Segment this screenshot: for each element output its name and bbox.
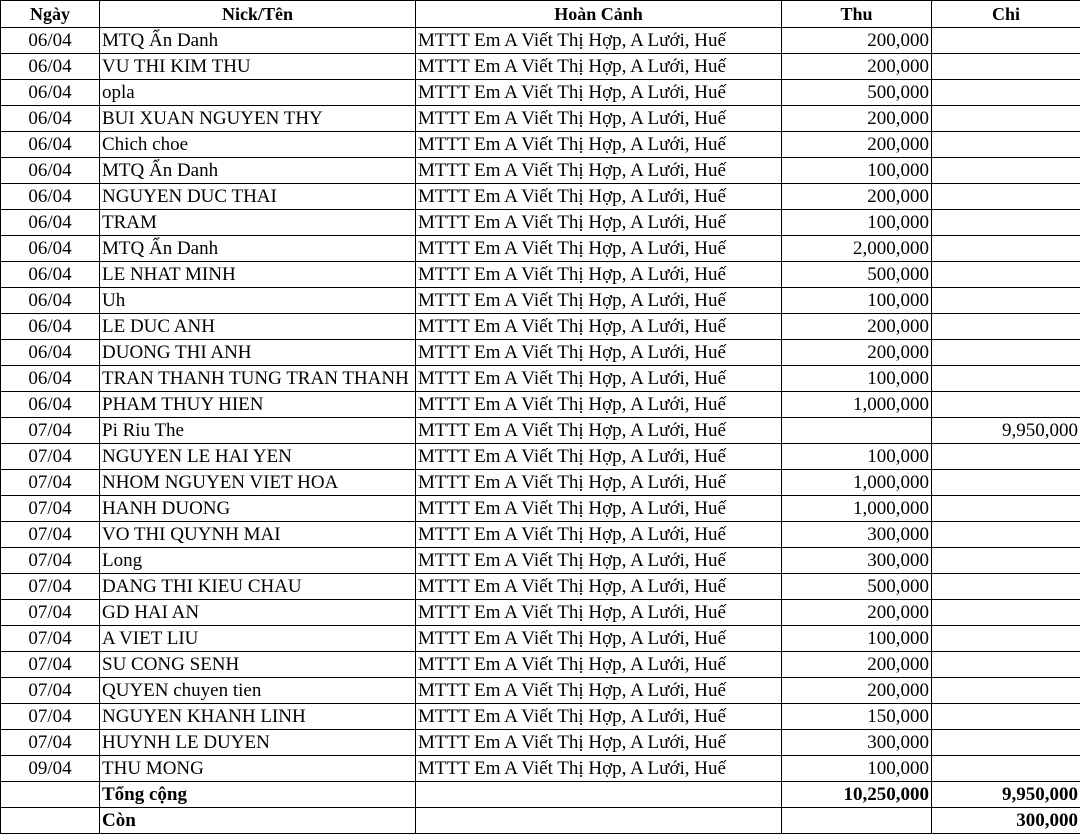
table-row [1,392,1080,418]
cell-name: DANG THI KIEU CHAU [100,574,416,600]
cell-case: MTTT Em A Viết Thị Hợp, A Lưới, Huế [416,80,782,106]
table-row [1,496,1080,522]
cell-name: Long [100,548,416,574]
cell-chi [932,340,1080,366]
cell-case: MTTT Em A Viết Thị Hợp, A Lưới, Huế [416,236,782,262]
cell-chi [932,106,1080,132]
cell-case: MTTT Em A Viết Thị Hợp, A Lưới, Huế [416,262,782,288]
cell-case: MTTT Em A Viết Thị Hợp, A Lưới, Huế [416,54,782,80]
cell-date: 07/04 [1,444,100,470]
header-chi: Chi [932,1,1080,28]
cell-chi [932,652,1080,678]
cell-date: 06/04 [1,106,100,132]
cell-thu: 300,000 [782,730,932,756]
cell-thu: 200,000 [782,340,932,366]
cell-case: MTTT Em A Viết Thị Hợp, A Lưới, Huế [416,288,782,314]
header-name: Nick/Tên [100,1,416,28]
cell-case: MTTT Em A Viết Thị Hợp, A Lưới, Huế [416,210,782,236]
cell-case: MTTT Em A Viết Thị Hợp, A Lưới, Huế [416,678,782,704]
table-row [1,626,1080,652]
cell-name: NGUYEN LE HAI YEN [100,444,416,470]
cell-case: MTTT Em A Viết Thị Hợp, A Lưới, Huế [416,704,782,730]
table-row [1,236,1080,262]
cell-date: 07/04 [1,730,100,756]
cell-chi [932,626,1080,652]
table-row [1,106,1080,132]
cell-name: THU MONG [100,756,416,782]
cell-chi [932,600,1080,626]
table-row [1,80,1080,106]
table-row [1,184,1080,210]
cell-thu: 200,000 [782,314,932,340]
table-row [1,522,1080,548]
cell-chi [932,236,1080,262]
table-row [1,652,1080,678]
cell-date: 06/04 [1,314,100,340]
cell-name: MTQ Ẩn Danh [100,158,416,184]
cell-name: LE DUC ANH [100,314,416,340]
cell-chi [932,184,1080,210]
cell-thu: 200,000 [782,106,932,132]
cell-thu: 500,000 [782,80,932,106]
table-row [1,340,1080,366]
cell-case: MTTT Em A Viết Thị Hợp, A Lưới, Huế [416,626,782,652]
cell-thu: 200,000 [782,652,932,678]
table-row [1,314,1080,340]
cell-date: 07/04 [1,470,100,496]
table-row [1,470,1080,496]
cell-chi [932,366,1080,392]
cell-chi [932,28,1080,54]
cell-thu: 200,000 [782,132,932,158]
remain-case-cell [416,808,782,834]
cell-name: NGUYEN KHANH LINH [100,704,416,730]
cell-name: DUONG THI ANH [100,340,416,366]
cell-case: MTTT Em A Viết Thị Hợp, A Lưới, Huế [416,340,782,366]
cell-date: 06/04 [1,288,100,314]
cell-chi: 9,950,000 [932,418,1080,444]
cell-case: MTTT Em A Viết Thị Hợp, A Lưới, Huế [416,314,782,340]
cell-thu: 500,000 [782,262,932,288]
cell-date: 07/04 [1,678,100,704]
table-row [1,704,1080,730]
table-row [1,262,1080,288]
cell-date: 09/04 [1,756,100,782]
remain-chi: 300,000 [932,808,1080,834]
cell-name: LE NHAT MINH [100,262,416,288]
table-row [1,678,1080,704]
cell-thu: 1,000,000 [782,496,932,522]
cell-thu [782,418,932,444]
cell-case: MTTT Em A Viết Thị Hợp, A Lưới, Huế [416,158,782,184]
table-row [1,574,1080,600]
cell-case: MTTT Em A Viết Thị Hợp, A Lưới, Huế [416,392,782,418]
cell-date: 06/04 [1,340,100,366]
header-row [1,1,1080,28]
cell-thu: 200,000 [782,28,932,54]
cell-date: 07/04 [1,704,100,730]
cell-chi [932,470,1080,496]
total-label: Tổng cộng [100,782,416,808]
cell-case: MTTT Em A Viết Thị Hợp, A Lưới, Huế [416,756,782,782]
cell-chi [932,80,1080,106]
cell-thu: 200,000 [782,54,932,80]
cell-date: 07/04 [1,496,100,522]
table-row [1,54,1080,80]
cell-chi [932,704,1080,730]
total-date-cell [1,782,100,808]
cell-thu: 2,000,000 [782,236,932,262]
cell-chi [932,756,1080,782]
cell-name: MTQ Ẩn Danh [100,236,416,262]
cell-date: 06/04 [1,80,100,106]
cell-name: A VIET LIU [100,626,416,652]
cell-name: VO THI QUYNH MAI [100,522,416,548]
cell-case: MTTT Em A Viết Thị Hợp, A Lưới, Huế [416,730,782,756]
cell-case: MTTT Em A Viết Thị Hợp, A Lưới, Huế [416,184,782,210]
cell-date: 06/04 [1,158,100,184]
total-case-cell [416,782,782,808]
cell-case: MTTT Em A Viết Thị Hợp, A Lưới, Huế [416,28,782,54]
cell-name: Pi Riu The [100,418,416,444]
header-date: Ngày [1,1,100,28]
cell-thu: 100,000 [782,158,932,184]
cell-case: MTTT Em A Viết Thị Hợp, A Lưới, Huế [416,600,782,626]
cell-thu: 300,000 [782,522,932,548]
table-row [1,28,1080,54]
cell-case: MTTT Em A Viết Thị Hợp, A Lưới, Huế [416,444,782,470]
cell-name: MTQ Ẩn Danh [100,28,416,54]
table-row [1,444,1080,470]
cell-case: MTTT Em A Viết Thị Hợp, A Lưới, Huế [416,652,782,678]
cell-date: 06/04 [1,28,100,54]
cell-chi [932,54,1080,80]
cell-name: VU THI KIM THU [100,54,416,80]
cell-thu: 500,000 [782,574,932,600]
cell-date: 07/04 [1,548,100,574]
cell-case: MTTT Em A Viết Thị Hợp, A Lưới, Huế [416,522,782,548]
cell-date: 06/04 [1,210,100,236]
table-row [1,366,1080,392]
cell-name: NGUYEN DUC THAI [100,184,416,210]
cell-date: 06/04 [1,54,100,80]
cell-name: Uh [100,288,416,314]
cell-name: TRAN THANH TUNG TRAN THANH [100,366,416,392]
remain-row [1,808,1080,834]
cell-chi [932,522,1080,548]
table-row [1,418,1080,444]
cell-case: MTTT Em A Viết Thị Hợp, A Lưới, Huế [416,366,782,392]
cell-chi [932,314,1080,340]
cell-case: MTTT Em A Viết Thị Hợp, A Lưới, Huế [416,132,782,158]
cell-date: 06/04 [1,132,100,158]
cell-case: MTTT Em A Viết Thị Hợp, A Lưới, Huế [416,548,782,574]
table-row [1,132,1080,158]
table-row [1,210,1080,236]
cell-thu: 100,000 [782,756,932,782]
cell-thu: 100,000 [782,626,932,652]
total-chi: 9,950,000 [932,782,1080,808]
cell-thu: 200,000 [782,184,932,210]
cell-chi [932,210,1080,236]
cell-case: MTTT Em A Viết Thị Hợp, A Lưới, Huế [416,418,782,444]
total-thu: 10,250,000 [782,782,932,808]
remain-date-cell [1,808,100,834]
cell-name: GD HAI AN [100,600,416,626]
cell-thu: 100,000 [782,288,932,314]
cell-date: 07/04 [1,652,100,678]
cell-name: BUI XUAN NGUYEN THY [100,106,416,132]
cell-case: MTTT Em A Viết Thị Hợp, A Lưới, Huế [416,574,782,600]
cell-date: 07/04 [1,626,100,652]
cell-date: 07/04 [1,522,100,548]
cell-thu: 1,000,000 [782,470,932,496]
cell-name: TRAM [100,210,416,236]
remain-label: Còn [100,808,416,834]
cell-chi [932,444,1080,470]
cell-date: 07/04 [1,418,100,444]
cell-thu: 100,000 [782,444,932,470]
cell-name: HUYNH LE DUYEN [100,730,416,756]
ledger-body [1,28,1080,782]
cell-date: 06/04 [1,366,100,392]
table-row [1,756,1080,782]
cell-date: 07/04 [1,574,100,600]
cell-date: 07/04 [1,600,100,626]
total-row [1,782,1080,808]
cell-chi [932,392,1080,418]
header-thu: Thu [782,1,932,28]
cell-date: 06/04 [1,392,100,418]
table-row [1,730,1080,756]
cell-thu: 200,000 [782,678,932,704]
cell-chi [932,678,1080,704]
cell-name: QUYEN chuyen tien [100,678,416,704]
cell-case: MTTT Em A Viết Thị Hợp, A Lưới, Huế [416,106,782,132]
table-row [1,600,1080,626]
cell-chi [932,132,1080,158]
cell-thu: 1,000,000 [782,392,932,418]
table-row [1,548,1080,574]
cell-thu: 150,000 [782,704,932,730]
cell-chi [932,730,1080,756]
cell-name: NHOM NGUYEN VIET HOA [100,470,416,496]
cell-chi [932,548,1080,574]
cell-chi [932,574,1080,600]
cell-name: PHAM THUY HIEN [100,392,416,418]
cell-thu: 100,000 [782,366,932,392]
remain-thu-cell [782,808,932,834]
header-case: Hoàn Cảnh [416,1,782,28]
cell-chi [932,158,1080,184]
cell-name: SU CONG SENH [100,652,416,678]
cell-date: 06/04 [1,236,100,262]
cell-date: 06/04 [1,184,100,210]
cell-name: HANH DUONG [100,496,416,522]
cell-chi [932,496,1080,522]
cell-thu: 300,000 [782,548,932,574]
table-row [1,288,1080,314]
cell-case: MTTT Em A Viết Thị Hợp, A Lưới, Huế [416,496,782,522]
cell-name: opla [100,80,416,106]
cell-thu: 100,000 [782,210,932,236]
cell-case: MTTT Em A Viết Thị Hợp, A Lưới, Huế [416,470,782,496]
cell-chi [932,262,1080,288]
table-row [1,158,1080,184]
cell-date: 06/04 [1,262,100,288]
cell-name: Chich choe [100,132,416,158]
cell-chi [932,288,1080,314]
cell-thu: 200,000 [782,600,932,626]
